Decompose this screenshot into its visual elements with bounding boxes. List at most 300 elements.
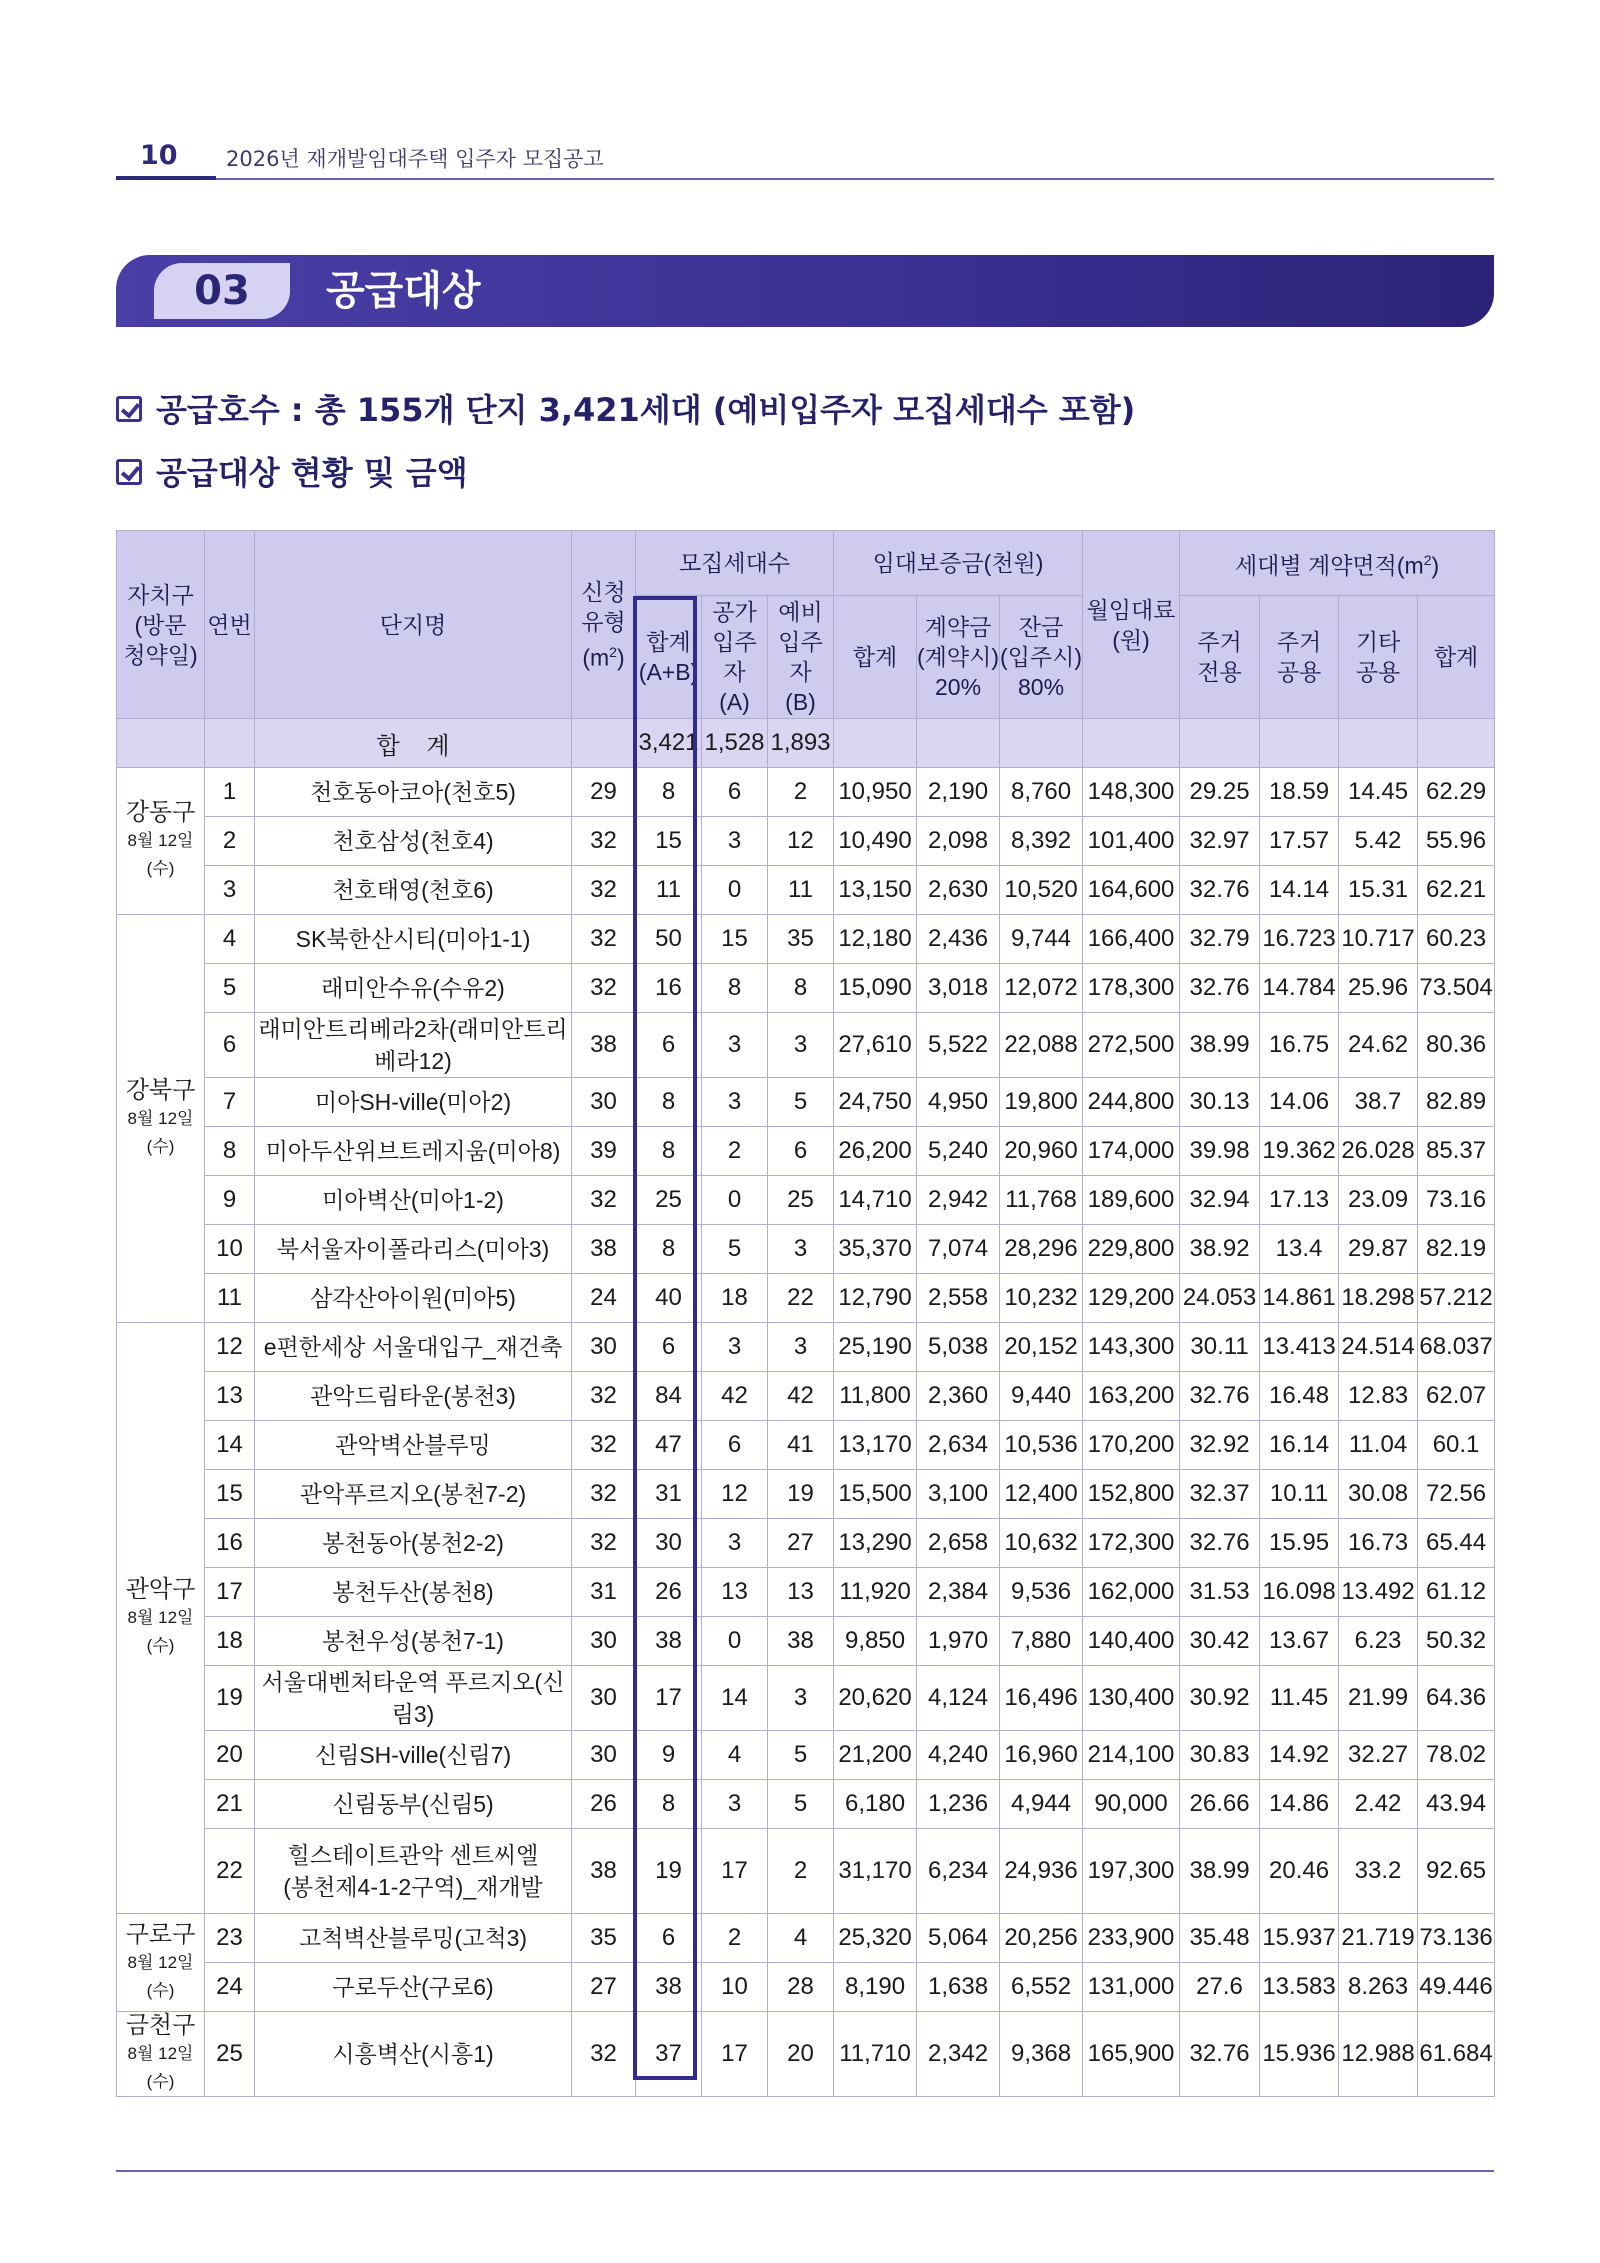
recruit-a-cell: 6	[702, 768, 768, 817]
area-private-cell: 38.99	[1180, 1829, 1260, 1914]
area-private-cell: 32.92	[1180, 1421, 1260, 1470]
recruit-a-cell: 17	[702, 1829, 768, 1914]
rent-cell: 165,900	[1083, 2012, 1180, 2097]
area-shared-cell: 17.13	[1260, 1176, 1339, 1225]
deposit-balance-cell: 16,960	[1000, 1731, 1083, 1780]
rent-cell: 170,200	[1083, 1421, 1180, 1470]
deposit-balance-cell: 9,536	[1000, 1568, 1083, 1617]
table-row	[117, 1274, 1495, 1323]
area-shared-cell: 17.57	[1260, 817, 1339, 866]
deposit-total-cell: 13,170	[834, 1421, 917, 1470]
area-private-cell: 31.53	[1180, 1568, 1260, 1617]
deposit-total-cell: 15,500	[834, 1470, 917, 1519]
complex-name-line: 천호삼성(천호4)	[332, 828, 494, 854]
seq-cell: 4	[205, 915, 255, 964]
area-other-cell: 8.263	[1339, 1963, 1418, 2012]
type-cell: 32	[572, 1519, 636, 1568]
region-name: 관악구	[125, 1576, 196, 1603]
complex-name-cell	[255, 1829, 572, 1914]
deposit-total-cell: 15,090	[834, 964, 917, 1013]
area-other-cell: 33.2	[1339, 1829, 1418, 1914]
deposit-contract-cell: 2,098	[917, 817, 1000, 866]
header-deposit: 임대보증금(천원)	[834, 531, 1083, 596]
area-private-cell: 24.053	[1180, 1274, 1260, 1323]
seq-cell: 23	[205, 1914, 255, 1963]
rent-cell: 162,000	[1083, 1568, 1180, 1617]
section-banner	[116, 255, 1494, 327]
recruit-total-cell: 8	[636, 1780, 702, 1829]
region-name: 강북구	[125, 1076, 196, 1104]
table-row	[117, 1421, 1495, 1470]
seq-cell: 11	[205, 1274, 255, 1323]
recruit-b-cell: 12	[768, 817, 834, 866]
header-recruit-a: 공가 입주자 (A)	[702, 596, 768, 719]
complex-name-line: 미아두산위브트레지움(미아8)	[265, 1138, 561, 1164]
seq-cell: 20	[205, 1731, 255, 1780]
rent-cell: 131,000	[1083, 1963, 1180, 2012]
checkbox-icon	[116, 459, 142, 485]
deposit-contract-cell: 6,234	[917, 1829, 1000, 1914]
area-other-cell: 11.04	[1339, 1421, 1418, 1470]
recruit-total-cell: 26	[636, 1568, 702, 1617]
deposit-total-cell: 26,200	[834, 1127, 917, 1176]
region-cell	[117, 915, 205, 1323]
complex-name-cell	[255, 1731, 572, 1780]
area-total-cell: 92.65	[1418, 1829, 1495, 1914]
type-cell: 31	[572, 1568, 636, 1617]
deposit-balance-cell: 8,392	[1000, 817, 1083, 866]
deposit-contract-cell: 2,558	[917, 1274, 1000, 1323]
seq-cell: 15	[205, 1470, 255, 1519]
complex-name-cell	[255, 1078, 572, 1127]
complex-name-line: 미아벽산(미아1-2)	[322, 1187, 504, 1213]
table-row	[117, 1963, 1495, 2012]
area-private-cell: 32.94	[1180, 1176, 1260, 1225]
table-row	[117, 1127, 1495, 1176]
complex-name-cell	[255, 1274, 572, 1323]
area-other-cell: 13.492	[1339, 1568, 1418, 1617]
total-recruit: 3,421	[636, 719, 702, 768]
header-recruit-total: 합계 (A+B)	[636, 596, 702, 719]
area-total-cell: 82.89	[1418, 1078, 1495, 1127]
type-cell: 30	[572, 1078, 636, 1127]
header-recruit-b: 예비 입주자 (B)	[768, 596, 834, 719]
header-complex-name: 단지명	[255, 531, 572, 719]
deposit-balance-cell: 16,496	[1000, 1666, 1083, 1731]
area-shared-cell: 15.95	[1260, 1519, 1339, 1568]
seq-cell: 18	[205, 1617, 255, 1666]
deposit-total-cell: 12,790	[834, 1274, 917, 1323]
type-cell: 32	[572, 964, 636, 1013]
recruit-b-cell: 5	[768, 1078, 834, 1127]
area-other-cell: 32.27	[1339, 1731, 1418, 1780]
area-shared-cell: 16.098	[1260, 1568, 1339, 1617]
deposit-balance-cell: 20,960	[1000, 1127, 1083, 1176]
deposit-contract-cell: 4,950	[917, 1078, 1000, 1127]
recruit-total-cell: 47	[636, 1421, 702, 1470]
recruit-a-cell: 12	[702, 1470, 768, 1519]
area-other-cell: 29.87	[1339, 1225, 1418, 1274]
deposit-total-cell: 25,320	[834, 1914, 917, 1963]
rent-cell: 197,300	[1083, 1829, 1180, 1914]
recruit-a-cell: 3	[702, 1013, 768, 1078]
rent-cell: 143,300	[1083, 1323, 1180, 1372]
complex-name-line: 관악푸르지오(봉천7-2)	[299, 1481, 527, 1507]
area-total-cell: 62.29	[1418, 768, 1495, 817]
recruit-total-cell: 8	[636, 1127, 702, 1176]
deposit-contract-cell: 1,970	[917, 1617, 1000, 1666]
rent-cell: 152,800	[1083, 1470, 1180, 1519]
complex-name-line: 봉천동아(봉천2-2)	[322, 1530, 504, 1556]
type-cell: 30	[572, 1323, 636, 1372]
area-shared-cell: 10.11	[1260, 1470, 1339, 1519]
headline-supply-status	[116, 451, 468, 495]
area-total-cell: 62.07	[1418, 1372, 1495, 1421]
rent-cell: 140,400	[1083, 1617, 1180, 1666]
deposit-contract-cell: 5,064	[917, 1914, 1000, 1963]
area-total-cell: 65.44	[1418, 1519, 1495, 1568]
deposit-total-cell: 35,370	[834, 1225, 917, 1274]
area-other-cell: 6.23	[1339, 1617, 1418, 1666]
rent-cell: 229,800	[1083, 1225, 1180, 1274]
table-row	[117, 1914, 1495, 1963]
seq-cell: 12	[205, 1323, 255, 1372]
area-other-cell: 23.09	[1339, 1176, 1418, 1225]
area-shared-cell: 16.14	[1260, 1421, 1339, 1470]
header-region: 자치구 (방문 청약일)	[117, 531, 205, 719]
type-cell: 32	[572, 866, 636, 915]
recruit-b-cell: 38	[768, 1617, 834, 1666]
seq-cell: 5	[205, 964, 255, 1013]
complex-name-line: 북서울자이폴라리스(미아3)	[276, 1236, 550, 1262]
deposit-balance-cell: 7,880	[1000, 1617, 1083, 1666]
seq-cell: 25	[205, 2012, 255, 2097]
recruit-total-cell: 40	[636, 1274, 702, 1323]
table-row	[117, 1568, 1495, 1617]
seq-cell: 7	[205, 1078, 255, 1127]
recruit-b-cell: 27	[768, 1519, 834, 1568]
recruit-total-cell: 6	[636, 1323, 702, 1372]
deposit-total-cell: 13,150	[834, 866, 917, 915]
area-private-cell: 27.6	[1180, 1963, 1260, 2012]
deposit-total-cell: 24,750	[834, 1078, 917, 1127]
recruit-total-cell: 19	[636, 1829, 702, 1914]
area-other-cell: 2.42	[1339, 1780, 1418, 1829]
seq-cell: 19	[205, 1666, 255, 1731]
complex-name-cell	[255, 1421, 572, 1470]
recruit-a-cell: 17	[702, 2012, 768, 2097]
table-row	[117, 1731, 1495, 1780]
recruit-total-cell: 11	[636, 866, 702, 915]
complex-name-line: 래미안트리베라2차(래미안트리베라12)	[258, 1016, 568, 1074]
area-total-cell: 80.36	[1418, 1013, 1495, 1078]
deposit-balance-cell: 12,400	[1000, 1470, 1083, 1519]
seq-cell: 17	[205, 1568, 255, 1617]
recruit-total-cell: 6	[636, 1914, 702, 1963]
recruit-a-cell: 3	[702, 817, 768, 866]
recruit-a-cell: 6	[702, 1421, 768, 1470]
complex-name-line: 신림동부(신림5)	[332, 1791, 494, 1817]
recruit-total-cell: 25	[636, 1176, 702, 1225]
recruit-a-cell: 4	[702, 1731, 768, 1780]
complex-name-line: 신림SH-ville(신림7)	[314, 1742, 512, 1768]
complex-name-line: SK북한산시티(미아1-1)	[295, 926, 531, 952]
recruit-a-cell: 2	[702, 1914, 768, 1963]
recruit-b-cell: 13	[768, 1568, 834, 1617]
rent-cell: 233,900	[1083, 1914, 1180, 1963]
complex-name-cell	[255, 2012, 572, 2097]
complex-name-line: e편한세상 서울대입구_재건축	[263, 1334, 563, 1360]
area-total-cell: 61.12	[1418, 1568, 1495, 1617]
recruit-a-cell: 0	[702, 866, 768, 915]
seq-cell: 2	[205, 817, 255, 866]
area-shared-cell: 18.59	[1260, 768, 1339, 817]
header-area-other: 기타 공용	[1339, 596, 1418, 719]
area-total-cell: 73.16	[1418, 1176, 1495, 1225]
area-shared-cell: 13.67	[1260, 1617, 1339, 1666]
area-private-cell: 32.76	[1180, 2012, 1260, 2097]
recruit-total-cell: 15	[636, 817, 702, 866]
area-total-cell: 43.94	[1418, 1780, 1495, 1829]
deposit-total-cell: 12,180	[834, 915, 917, 964]
seq-cell: 3	[205, 866, 255, 915]
complex-name-cell	[255, 1963, 572, 2012]
deposit-balance-cell: 9,440	[1000, 1372, 1083, 1421]
deposit-total-cell: 10,950	[834, 768, 917, 817]
recruit-b-cell: 35	[768, 915, 834, 964]
seq-cell: 6	[205, 1013, 255, 1078]
complex-name-line: 봉천두산(봉천8)	[332, 1579, 494, 1605]
type-cell: 38	[572, 1013, 636, 1078]
rent-cell: 214,100	[1083, 1731, 1180, 1780]
table-row	[117, 1617, 1495, 1666]
area-shared-cell: 16.48	[1260, 1372, 1339, 1421]
seq-cell: 22	[205, 1829, 255, 1914]
complex-name-cell	[255, 1914, 572, 1963]
area-other-cell: 12.83	[1339, 1372, 1418, 1421]
deposit-balance-cell: 19,800	[1000, 1078, 1083, 1127]
area-private-cell: 32.76	[1180, 1372, 1260, 1421]
area-other-cell: 15.31	[1339, 866, 1418, 915]
area-other-cell: 25.96	[1339, 964, 1418, 1013]
area-private-cell: 35.48	[1180, 1914, 1260, 1963]
area-private-cell: 32.76	[1180, 964, 1260, 1013]
page-number-underline	[116, 176, 216, 180]
complex-name-line: 봉천우성(봉천7-1)	[322, 1628, 504, 1654]
area-other-cell: 21.719	[1339, 1914, 1418, 1963]
recruit-b-cell: 22	[768, 1274, 834, 1323]
total-row	[117, 719, 1495, 768]
deposit-total-cell: 31,170	[834, 1829, 917, 1914]
deposit-balance-cell: 8,760	[1000, 768, 1083, 817]
area-private-cell: 30.83	[1180, 1731, 1260, 1780]
area-private-cell: 32.37	[1180, 1470, 1260, 1519]
header-area-private: 주거 전용	[1180, 596, 1260, 719]
complex-name-line: 관악벽산블루밍	[335, 1432, 491, 1458]
area-total-cell: 68.037	[1418, 1323, 1495, 1372]
area-other-cell: 5.42	[1339, 817, 1418, 866]
rent-cell: 174,000	[1083, 1127, 1180, 1176]
region-cell	[117, 1323, 205, 1914]
area-private-cell: 38.99	[1180, 1013, 1260, 1078]
recruit-a-cell: 0	[702, 1617, 768, 1666]
section-number: 03	[154, 263, 290, 319]
recruit-total-cell: 8	[636, 1078, 702, 1127]
area-total-cell: 72.56	[1418, 1470, 1495, 1519]
type-cell: 30	[572, 1666, 636, 1731]
deposit-contract-cell: 5,522	[917, 1013, 1000, 1078]
recruit-b-cell: 25	[768, 1176, 834, 1225]
recruit-a-cell: 3	[702, 1519, 768, 1568]
area-other-cell: 16.73	[1339, 1519, 1418, 1568]
complex-name-cell	[255, 1127, 572, 1176]
page-number: 10	[140, 140, 178, 171]
type-cell: 27	[572, 1963, 636, 2012]
area-total-cell: 60.23	[1418, 915, 1495, 964]
deposit-contract-cell: 2,436	[917, 915, 1000, 964]
complex-name-cell	[255, 1372, 572, 1421]
recruit-a-cell: 5	[702, 1225, 768, 1274]
type-cell: 32	[572, 1372, 636, 1421]
recruit-b-cell: 4	[768, 1914, 834, 1963]
recruit-b-cell: 11	[768, 866, 834, 915]
complex-name-line: 래미안수유(수유2)	[321, 975, 505, 1001]
area-total-cell: 78.02	[1418, 1731, 1495, 1780]
area-private-cell: 30.13	[1180, 1078, 1260, 1127]
complex-name-cell	[255, 1568, 572, 1617]
type-cell: 38	[572, 1225, 636, 1274]
table-row	[117, 1666, 1495, 1731]
deposit-total-cell: 25,190	[834, 1323, 917, 1372]
deposit-balance-cell: 9,368	[1000, 2012, 1083, 2097]
complex-name-line: 천호동아코아(천호5)	[310, 779, 516, 805]
header-deposit-contract: 계약금 (계약시) 20%	[917, 596, 1000, 719]
deposit-contract-cell: 3,100	[917, 1470, 1000, 1519]
area-shared-cell: 19.362	[1260, 1127, 1339, 1176]
area-total-cell: 57.212	[1418, 1274, 1495, 1323]
rent-cell: 272,500	[1083, 1013, 1180, 1078]
recruit-a-cell: 42	[702, 1372, 768, 1421]
area-private-cell: 32.76	[1180, 1519, 1260, 1568]
recruit-total-cell: 37	[636, 2012, 702, 2097]
recruit-b-cell: 5	[768, 1731, 834, 1780]
recruit-a-cell: 13	[702, 1568, 768, 1617]
deposit-total-cell: 11,800	[834, 1372, 917, 1421]
complex-name-line: 서울대벤처타운역 푸르지오(신림3)	[261, 1669, 565, 1727]
seq-cell: 14	[205, 1421, 255, 1470]
deposit-contract-cell: 1,638	[917, 1963, 1000, 2012]
recruit-b-cell: 3	[768, 1013, 834, 1078]
region-date: 8월 12일(수)	[127, 2044, 194, 2091]
region-cell	[117, 768, 205, 915]
recruit-b-cell: 8	[768, 964, 834, 1013]
recruit-b-cell: 20	[768, 2012, 834, 2097]
area-shared-cell: 16.75	[1260, 1013, 1339, 1078]
region-cell	[117, 2012, 205, 2097]
area-total-cell: 73.504	[1418, 964, 1495, 1013]
area-private-cell: 30.92	[1180, 1666, 1260, 1731]
recruit-a-cell: 3	[702, 1323, 768, 1372]
deposit-total-cell: 20,620	[834, 1666, 917, 1731]
area-shared-cell: 16.723	[1260, 915, 1339, 964]
area-other-cell: 18.298	[1339, 1274, 1418, 1323]
deposit-balance-cell: 28,296	[1000, 1225, 1083, 1274]
area-shared-cell: 14.86	[1260, 1780, 1339, 1829]
area-total-cell: 60.1	[1418, 1421, 1495, 1470]
table-row	[117, 1470, 1495, 1519]
complex-name-line: 힐스테이트관악 센트씨엘	[287, 1842, 539, 1868]
type-cell: 30	[572, 1617, 636, 1666]
area-other-cell: 26.028	[1339, 1127, 1418, 1176]
table-row	[117, 1780, 1495, 1829]
deposit-contract-cell: 2,384	[917, 1568, 1000, 1617]
table-row	[117, 1078, 1495, 1127]
area-other-cell: 12.988	[1339, 2012, 1418, 2097]
type-cell: 32	[572, 915, 636, 964]
table-row	[117, 817, 1495, 866]
recruit-total-cell: 84	[636, 1372, 702, 1421]
recruit-a-cell: 14	[702, 1666, 768, 1731]
total-recruit-a: 1,528	[702, 719, 768, 768]
complex-name-line: 시흥벽산(시흥1)	[332, 2041, 494, 2067]
rent-cell: 178,300	[1083, 964, 1180, 1013]
deposit-contract-cell: 2,942	[917, 1176, 1000, 1225]
area-shared-cell: 11.45	[1260, 1666, 1339, 1731]
area-private-cell: 26.66	[1180, 1780, 1260, 1829]
area-other-cell: 14.45	[1339, 768, 1418, 817]
header-recruit: 모집세대수	[636, 531, 834, 596]
recruit-b-cell: 28	[768, 1963, 834, 2012]
checkbox-icon	[116, 396, 142, 422]
complex-name-cell	[255, 866, 572, 915]
type-cell: 30	[572, 1731, 636, 1780]
region-name: 강동구	[125, 799, 196, 826]
area-shared-cell: 13.413	[1260, 1323, 1339, 1372]
total-recruit-b: 1,893	[768, 719, 834, 768]
deposit-balance-cell: 10,232	[1000, 1274, 1083, 1323]
area-shared-cell: 14.14	[1260, 866, 1339, 915]
header-deposit-total: 합계	[834, 596, 917, 719]
header-area-total: 합계	[1418, 596, 1495, 719]
deposit-balance-cell: 10,520	[1000, 866, 1083, 915]
deposit-total-cell: 21,200	[834, 1731, 917, 1780]
deposit-total-cell: 27,610	[834, 1013, 917, 1078]
area-shared-cell: 14.92	[1260, 1731, 1339, 1780]
area-total-cell: 82.19	[1418, 1225, 1495, 1274]
page-header	[116, 138, 1494, 180]
recruit-a-cell: 2	[702, 1127, 768, 1176]
table-row	[117, 866, 1495, 915]
area-total-cell: 50.32	[1418, 1617, 1495, 1666]
rent-cell: 172,300	[1083, 1519, 1180, 1568]
area-total-cell: 49.446	[1418, 1963, 1495, 2012]
seq-cell: 13	[205, 1372, 255, 1421]
recruit-total-cell: 17	[636, 1666, 702, 1731]
table-row	[117, 1519, 1495, 1568]
complex-name-line: 구로두산(구로6)	[332, 1974, 494, 2000]
recruit-total-cell: 6	[636, 1013, 702, 1078]
seq-cell: 10	[205, 1225, 255, 1274]
area-private-cell: 32.97	[1180, 817, 1260, 866]
deposit-balance-cell: 10,632	[1000, 1519, 1083, 1568]
deposit-contract-cell: 7,074	[917, 1225, 1000, 1274]
recruit-total-cell: 16	[636, 964, 702, 1013]
region-cell	[117, 1914, 205, 2012]
type-cell: 35	[572, 1914, 636, 1963]
table-row	[117, 1323, 1495, 1372]
complex-name-cell	[255, 915, 572, 964]
header-type: 신청 유형 $(m^2)$	[572, 531, 636, 719]
